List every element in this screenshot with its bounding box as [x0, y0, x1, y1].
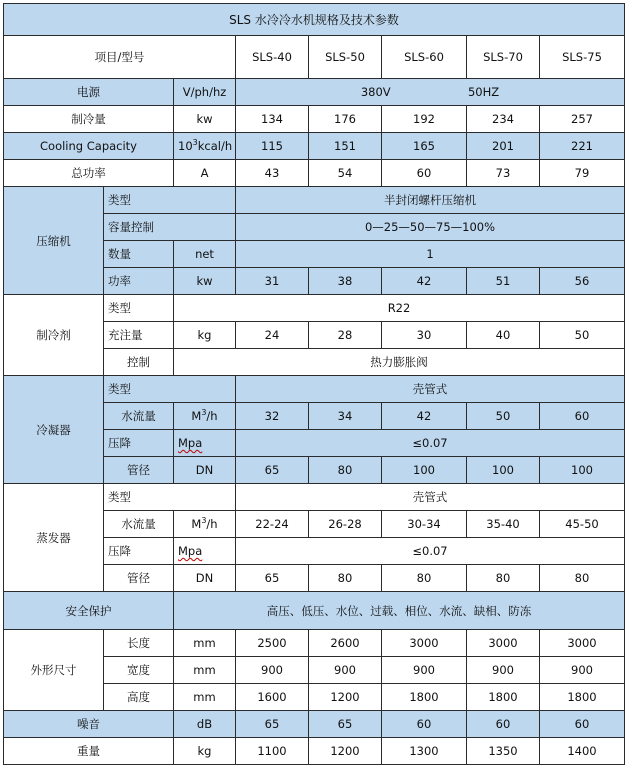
- row-unit: dB: [174, 711, 236, 738]
- header-label: 项目/型号: [4, 36, 236, 79]
- table-cell: 65: [236, 711, 309, 738]
- row-label: 重量: [4, 738, 174, 765]
- table-cell: 900: [236, 657, 309, 684]
- sub-label: 充注量: [104, 322, 174, 349]
- group-label: 冷凝器: [4, 376, 104, 484]
- sub-label: 类型: [104, 187, 236, 214]
- frequency-value: 50HZ: [467, 85, 500, 99]
- cooling-kcal-row: [4, 133, 625, 160]
- table-cell: 0—25—50—75—100%: [236, 214, 625, 241]
- table-cell: 79: [540, 160, 625, 187]
- unit-part: /h: [206, 517, 218, 531]
- table-cell: 100: [540, 457, 625, 484]
- table-cell: 28: [309, 322, 382, 349]
- table-cell: 3000: [467, 630, 540, 657]
- row-unit: [174, 430, 236, 457]
- row-unit: V/ph/hz: [174, 79, 236, 106]
- table-cell: 221: [540, 133, 625, 160]
- row-unit: [174, 511, 236, 538]
- header-row: [4, 36, 625, 79]
- unit-part: kcal/h: [197, 139, 233, 153]
- table-cell: 壳管式: [236, 484, 625, 511]
- row-unit: A: [174, 160, 236, 187]
- table-cell: 56: [540, 268, 625, 295]
- table-title: SLS 水冷冷水机规格及技术参数: [4, 4, 625, 36]
- row-unit: kg: [174, 322, 236, 349]
- table-cell: 26-28: [309, 511, 382, 538]
- table-cell: 134: [236, 106, 309, 133]
- unit-part: M: [191, 409, 202, 423]
- table-cell: 900: [382, 657, 467, 684]
- table-cell: 壳管式: [236, 376, 625, 403]
- table-cell: 60: [382, 160, 467, 187]
- table-cell: 50: [467, 403, 540, 430]
- table-cell: 1350: [467, 738, 540, 765]
- table-cell: 65: [236, 457, 309, 484]
- table-cell: 80: [467, 565, 540, 592]
- table-cell: ≤0.07: [236, 538, 625, 565]
- table-cell: 1100: [236, 738, 309, 765]
- table-cell: 900: [309, 657, 382, 684]
- table-cell: 257: [540, 106, 625, 133]
- group-label: 压缩机: [4, 187, 104, 295]
- table-cell: 32: [236, 403, 309, 430]
- table-cell: 1: [236, 241, 625, 268]
- table-cell: 42: [382, 268, 467, 295]
- row-unit: DN: [174, 457, 236, 484]
- table-cell: 234: [467, 106, 540, 133]
- refrigerant-type-row: [4, 295, 625, 322]
- table-cell: 2500: [236, 630, 309, 657]
- sub-label: 压降: [104, 430, 174, 457]
- table-cell: 65: [236, 565, 309, 592]
- table-cell: 80: [309, 565, 382, 592]
- row-unit: net: [174, 241, 236, 268]
- sub-label: 控制: [104, 349, 174, 376]
- table-cell: 900: [467, 657, 540, 684]
- row-unit: mm: [174, 630, 236, 657]
- model-header: SLS-75: [540, 36, 625, 79]
- table-cell: 100: [467, 457, 540, 484]
- table-cell: 80: [540, 565, 625, 592]
- table-cell: 100: [382, 457, 467, 484]
- sub-label: 类型: [104, 484, 236, 511]
- table-cell: ≤0.07: [236, 430, 625, 457]
- unit-part: /h: [206, 409, 218, 423]
- compressor-type-row: [4, 187, 625, 214]
- table-cell: 115: [236, 133, 309, 160]
- row-unit: [174, 403, 236, 430]
- sub-label: 水流量: [104, 403, 174, 430]
- sub-label: 类型: [104, 295, 174, 322]
- sub-label: 水流量: [104, 511, 174, 538]
- model-header: SLS-50: [309, 36, 382, 79]
- safety-row: [4, 592, 625, 630]
- table-cell: 38: [309, 268, 382, 295]
- unit-text: Mpa: [178, 544, 203, 558]
- table-cell: 80: [382, 565, 467, 592]
- sub-label: 管径: [104, 457, 174, 484]
- table-cell: 1600: [236, 684, 309, 711]
- table-cell: 3000: [540, 630, 625, 657]
- sub-label: 宽度: [104, 657, 174, 684]
- table-cell: 1300: [382, 738, 467, 765]
- table-cell: 30-34: [382, 511, 467, 538]
- table-cell: 201: [467, 133, 540, 160]
- table-cell: R22: [174, 295, 625, 322]
- table-cell: 176: [309, 106, 382, 133]
- row-unit: kw: [174, 106, 236, 133]
- table-cell: 43: [236, 160, 309, 187]
- table-cell: 热力膨胀阀: [174, 349, 625, 376]
- unit-sup: 3: [192, 138, 198, 148]
- title-row: [4, 4, 625, 36]
- table-cell: 2600: [309, 630, 382, 657]
- unit-text: Mpa: [178, 436, 203, 450]
- table-cell: 35-40: [467, 511, 540, 538]
- table-cell: 151: [309, 133, 382, 160]
- noise-row: [4, 711, 625, 738]
- table-cell: 1800: [540, 684, 625, 711]
- table-cell: 24: [236, 322, 309, 349]
- row-unit: [174, 538, 236, 565]
- sub-label: 类型: [104, 376, 236, 403]
- table-cell: 60: [540, 711, 625, 738]
- row-label: 噪音: [4, 711, 174, 738]
- sub-label: 功率: [104, 268, 174, 295]
- table-cell: 30: [382, 322, 467, 349]
- total-power-row: [4, 160, 625, 187]
- unit-part: M: [191, 517, 202, 531]
- sub-label: 管径: [104, 565, 174, 592]
- table-cell: 1800: [382, 684, 467, 711]
- table-cell: 45-50: [540, 511, 625, 538]
- table-cell: 165: [382, 133, 467, 160]
- table-cell: 半封闭螺杆压缩机: [236, 187, 625, 214]
- table-cell: 192: [382, 106, 467, 133]
- model-header: SLS-60: [382, 36, 467, 79]
- row-unit: mm: [174, 684, 236, 711]
- sub-label: 压降: [104, 538, 174, 565]
- sub-label: 长度: [104, 630, 174, 657]
- table-cell: 3000: [382, 630, 467, 657]
- power-row: [4, 79, 625, 106]
- evaporator-type-row: [4, 484, 625, 511]
- spec-table: [3, 3, 625, 765]
- table-cell: 900: [540, 657, 625, 684]
- row-label: Cooling Capacity: [4, 133, 174, 160]
- group-label: 制冷剂: [4, 295, 104, 376]
- condenser-type-row: [4, 376, 625, 403]
- table-cell: 65: [309, 711, 382, 738]
- table-cell: 31: [236, 268, 309, 295]
- unit-sup: 3: [201, 516, 207, 526]
- row-unit: DN: [174, 565, 236, 592]
- group-label: 蒸发器: [4, 484, 104, 592]
- table-cell: 60: [467, 711, 540, 738]
- table-cell: 1200: [309, 684, 382, 711]
- table-cell: 54: [309, 160, 382, 187]
- table-cell: 40: [467, 322, 540, 349]
- weight-row: [4, 738, 625, 765]
- row-label: 安全保护: [4, 592, 174, 630]
- table-cell: 1400: [540, 738, 625, 765]
- cooling-kw-row: [4, 106, 625, 133]
- group-label: 外形尺寸: [4, 630, 104, 711]
- unit-part: 10: [178, 139, 193, 153]
- sub-label: 数量: [104, 241, 174, 268]
- power-value: [236, 79, 625, 106]
- model-header: SLS-70: [467, 36, 540, 79]
- row-unit: kw: [174, 268, 236, 295]
- row-unit: mm: [174, 657, 236, 684]
- table-cell: 42: [382, 403, 467, 430]
- row-unit: [174, 133, 236, 160]
- row-label: 电源: [4, 79, 174, 106]
- table-cell: 73: [467, 160, 540, 187]
- model-header: SLS-40: [236, 36, 309, 79]
- table-cell: 60: [382, 711, 467, 738]
- table-cell: 80: [309, 457, 382, 484]
- table-cell: 1200: [309, 738, 382, 765]
- sub-label: 容量控制: [104, 214, 236, 241]
- table-cell: 34: [309, 403, 382, 430]
- row-unit: kg: [174, 738, 236, 765]
- dimension-length-row: [4, 630, 625, 657]
- table-cell: 1800: [467, 684, 540, 711]
- table-cell: 50: [540, 322, 625, 349]
- row-label: 制冷量: [4, 106, 174, 133]
- table-cell: 22-24: [236, 511, 309, 538]
- table-cell: 51: [467, 268, 540, 295]
- table-cell: 高压、低压、水位、过载、相位、水流、缺相、防冻: [174, 592, 625, 630]
- sub-label: 高度: [104, 684, 174, 711]
- unit-sup: 3: [201, 408, 207, 418]
- voltage-value: 380V: [360, 85, 391, 99]
- table-cell: 60: [540, 403, 625, 430]
- row-label: 总功率: [4, 160, 174, 187]
